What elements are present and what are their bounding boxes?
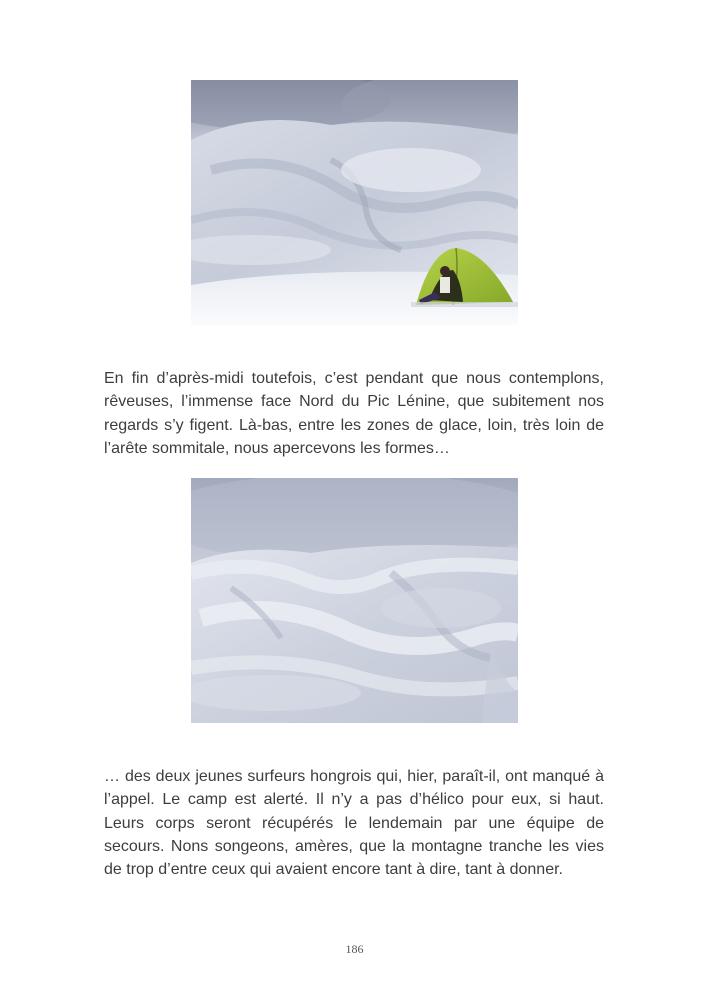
paragraph-first: En fin d’après-midi toutefois, c’est pendant que nous contemplons, rêveuses, l’immense face Nord du Pic Lénine, que subitement nos regards s’y figent. Là-bas, entre les zones de glace, loin, très loin de l’arête sommitale, nous apercevons les formes… (104, 370, 604, 457)
photo-tent-snowfield-graphic (191, 80, 518, 325)
photo-north-face (191, 478, 518, 723)
paragraph-second: … des deux jeunes surfeurs hongrois qui, hier, paraît-il, ont manqué à l’appel. Le camp est alerté. Il n’y a pas d’hélico pour eux, si haut. Leurs corps seront récupérés le lendemain par une équipe de secours. Nons songeons, amères, que la montagne tranche les vies de trop d’entre ceux qui avaient encore tant à dire, tant à donner. (104, 768, 604, 879)
photo-north-face-graphic (191, 478, 518, 723)
page-number: 186 (345, 942, 364, 956)
photo-tent-snowfield (191, 80, 518, 325)
